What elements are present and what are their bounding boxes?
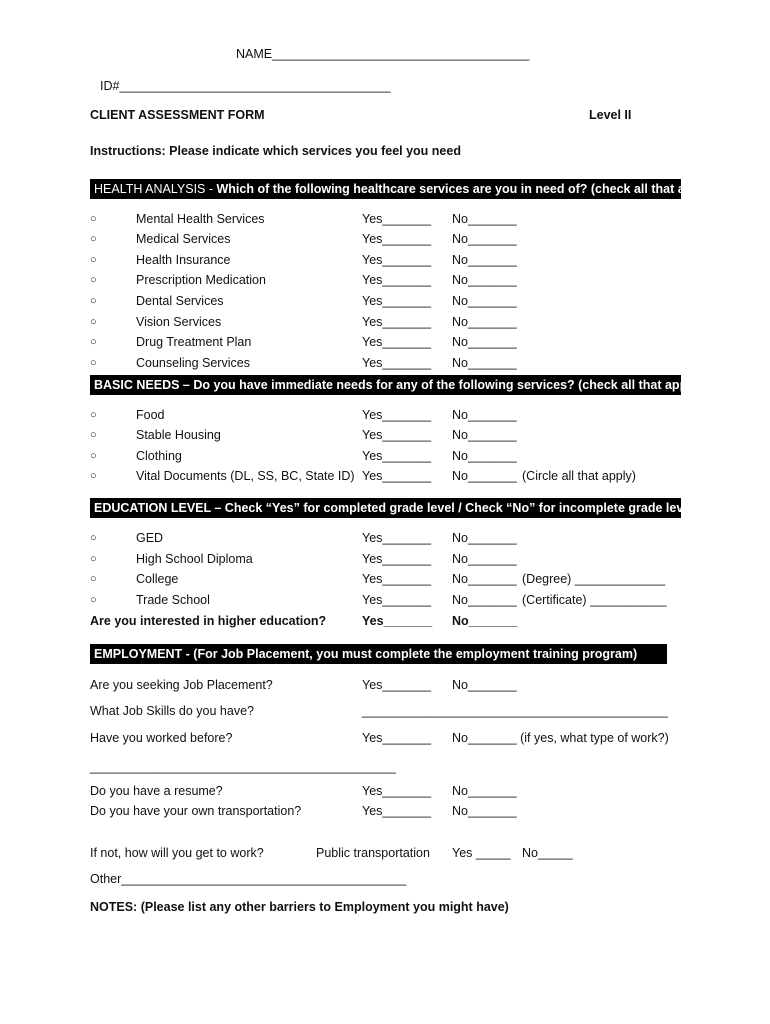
yes-field[interactable]: Yes_______ [362, 804, 432, 818]
item-label: GED [136, 531, 164, 545]
bullet-icon: ○ [90, 532, 97, 544]
yes-field[interactable]: Yes_______ [362, 784, 432, 798]
no-field[interactable]: No_______ [452, 315, 517, 329]
yes-field[interactable]: Yes_______ [362, 593, 432, 607]
basic-row [90, 406, 690, 424]
item-label: Prescription Medication [136, 273, 266, 287]
education-level-header: EDUCATION LEVEL – Check “Yes” for completed grade level / Check “No” for incomplete grade level [90, 498, 681, 518]
bullet-icon: ○ [90, 274, 97, 286]
item-label: Vital Documents (DL, SS, BC, State ID) [136, 469, 355, 483]
yes-field[interactable]: Yes_______ [362, 356, 432, 370]
basic-row [90, 447, 690, 465]
item-label: Vision Services [136, 315, 222, 329]
job-skills-field[interactable]: ____________________________________________ [362, 704, 668, 718]
no-field[interactable]: No_______ [452, 294, 517, 308]
certificate-field[interactable]: (Certificate) ___________ [522, 593, 667, 607]
higher-education-row [90, 612, 690, 630]
yes-field[interactable]: Yes_______ [362, 212, 432, 226]
yes-field[interactable]: Yes_______ [362, 731, 432, 745]
health-row [90, 251, 690, 269]
form-title: CLIENT ASSESSMENT FORM [90, 108, 265, 122]
bullet-icon: ○ [90, 573, 97, 585]
resume-question: Do you have a resume? [90, 784, 223, 798]
work-type-field[interactable]: ____________________________________________ [90, 760, 396, 774]
bullet-icon: ○ [90, 336, 97, 348]
instructions-text: Instructions: Please indicate which services you feel you need [90, 144, 461, 158]
no-field[interactable]: No_______ [452, 408, 517, 422]
no-field[interactable]: No_______ [452, 253, 517, 267]
yes-field[interactable]: Yes_______ [362, 572, 432, 586]
level-label: Level II [589, 108, 632, 122]
item-label: Medical Services [136, 232, 231, 246]
yes-field[interactable]: Yes_______ [362, 294, 432, 308]
no-field[interactable]: No_______ [452, 335, 517, 349]
yes-field[interactable]: Yes_______ [362, 449, 432, 463]
bullet-icon: ○ [90, 316, 97, 328]
item-label: Drug Treatment Plan [136, 335, 252, 349]
bullet-icon: ○ [90, 450, 97, 462]
transportation-question: Do you have your own transportation? [90, 804, 302, 818]
yes-field[interactable]: Yes_______ [362, 678, 432, 692]
no-field[interactable]: No_______ [452, 232, 517, 246]
no-field[interactable]: No_______ [452, 273, 517, 287]
no-field[interactable]: No_______ [452, 531, 517, 545]
health-row [90, 333, 690, 351]
no-field[interactable]: No_______ [452, 593, 517, 607]
no-field[interactable]: No_______ [452, 552, 517, 566]
health-row [90, 230, 690, 248]
yes-field[interactable]: Yes_______ [362, 315, 432, 329]
item-label: Health Insurance [136, 253, 231, 267]
get-to-work-question: If not, how will you get to work? [90, 846, 264, 860]
health-row [90, 210, 690, 228]
no-field[interactable]: No_______ (if yes, what type of work?) [452, 731, 669, 745]
basic-row [90, 467, 690, 485]
yes-field[interactable]: Yes_______ [362, 408, 432, 422]
worked-before-question: Have you worked before? [90, 731, 233, 745]
worked-before-row [90, 729, 690, 747]
health-row [90, 271, 690, 289]
health-row [90, 354, 690, 372]
no-field[interactable]: No_______ [452, 212, 517, 226]
health-row [90, 313, 690, 331]
education-row [90, 550, 690, 568]
yes-field[interactable]: Yes_______ [362, 469, 432, 483]
basic-needs-header: BASIC NEEDS – Do you have immediate needs for any of the following services? (check all that apply) [90, 375, 681, 395]
yes-field[interactable]: Yes_______ [362, 253, 432, 267]
id-field-label[interactable]: ID#_______________________________________ [100, 79, 391, 93]
resume-row [90, 782, 690, 800]
education-row [90, 529, 690, 547]
yes-field[interactable]: Yes_______ [362, 335, 432, 349]
health-row [90, 292, 690, 310]
bullet-icon: ○ [90, 254, 97, 266]
other-field[interactable]: Other_________________________________________ [90, 872, 407, 886]
no-field[interactable]: No_____ [522, 846, 573, 860]
bullet-icon: ○ [90, 409, 97, 421]
basic-row [90, 426, 690, 444]
bullet-icon: ○ [90, 233, 97, 245]
no-field[interactable]: No_______ [452, 614, 518, 628]
no-field[interactable]: No_______ [452, 572, 517, 586]
yes-field[interactable]: Yes_______ [362, 531, 432, 545]
bullet-icon: ○ [90, 470, 97, 482]
bullet-icon: ○ [90, 295, 97, 307]
education-row [90, 570, 690, 588]
transportation-row [90, 802, 690, 820]
item-label: College [136, 572, 179, 586]
public-transportation-label: Public transportation [316, 846, 430, 860]
no-field[interactable]: No_______ [452, 428, 517, 442]
yes-field[interactable]: Yes_______ [362, 428, 432, 442]
item-label: Trade School [136, 593, 210, 607]
no-field[interactable]: No_______ [452, 469, 517, 483]
health-analysis-question: Which of the following healthcare services are you in need of? (check all that apply) [216, 182, 715, 196]
item-label: High School Diploma [136, 552, 253, 566]
job-placement-question: Are you seeking Job Placement? [90, 678, 273, 692]
education-row [90, 591, 690, 609]
degree-field[interactable]: (Degree) _____________ [522, 572, 666, 586]
get-to-work-row [90, 844, 690, 862]
no-field[interactable]: No_______ [452, 356, 517, 370]
bullet-icon: ○ [90, 594, 97, 606]
circle-note: (Circle all that apply) [522, 469, 636, 483]
item-label: Clothing [136, 449, 182, 463]
item-label: Mental Health Services [136, 212, 265, 226]
no-field[interactable]: No_______ [452, 784, 517, 798]
name-field-label[interactable]: NAME_____________________________________ [236, 47, 530, 61]
yes-field[interactable]: Yes_______ [362, 232, 432, 246]
yes-field[interactable]: Yes_______ [362, 273, 432, 287]
yes-field[interactable]: Yes_______ [362, 552, 432, 566]
higher-education-question: Are you interested in higher education? [90, 614, 327, 628]
bullet-icon: ○ [90, 429, 97, 441]
no-field[interactable]: No_______ [452, 804, 517, 818]
item-label: Stable Housing [136, 428, 221, 442]
yes-field[interactable]: Yes_______ [362, 614, 433, 628]
bullet-icon: ○ [90, 357, 97, 369]
job-placement-row [90, 676, 690, 694]
job-skills-row [90, 702, 690, 720]
health-analysis-header [90, 179, 715, 199]
notes-label: NOTES: (Please list any other barriers to Employment you might have) [90, 900, 509, 914]
item-label: Food [136, 408, 165, 422]
bullet-icon: ○ [90, 553, 97, 565]
item-label: Counseling Services [136, 356, 250, 370]
no-field[interactable]: No_______ [452, 678, 517, 692]
yes-field[interactable]: Yes _____ [452, 846, 511, 860]
no-field[interactable]: No_______ [452, 449, 517, 463]
health-analysis-lead: HEALTH ANALYSIS - [94, 182, 217, 196]
employment-header: EMPLOYMENT - (For Job Placement, you must complete the employment training program) [90, 644, 667, 664]
item-label: Dental Services [136, 294, 224, 308]
job-skills-question: What Job Skills do you have? [90, 704, 254, 718]
bullet-icon: ○ [90, 213, 97, 225]
